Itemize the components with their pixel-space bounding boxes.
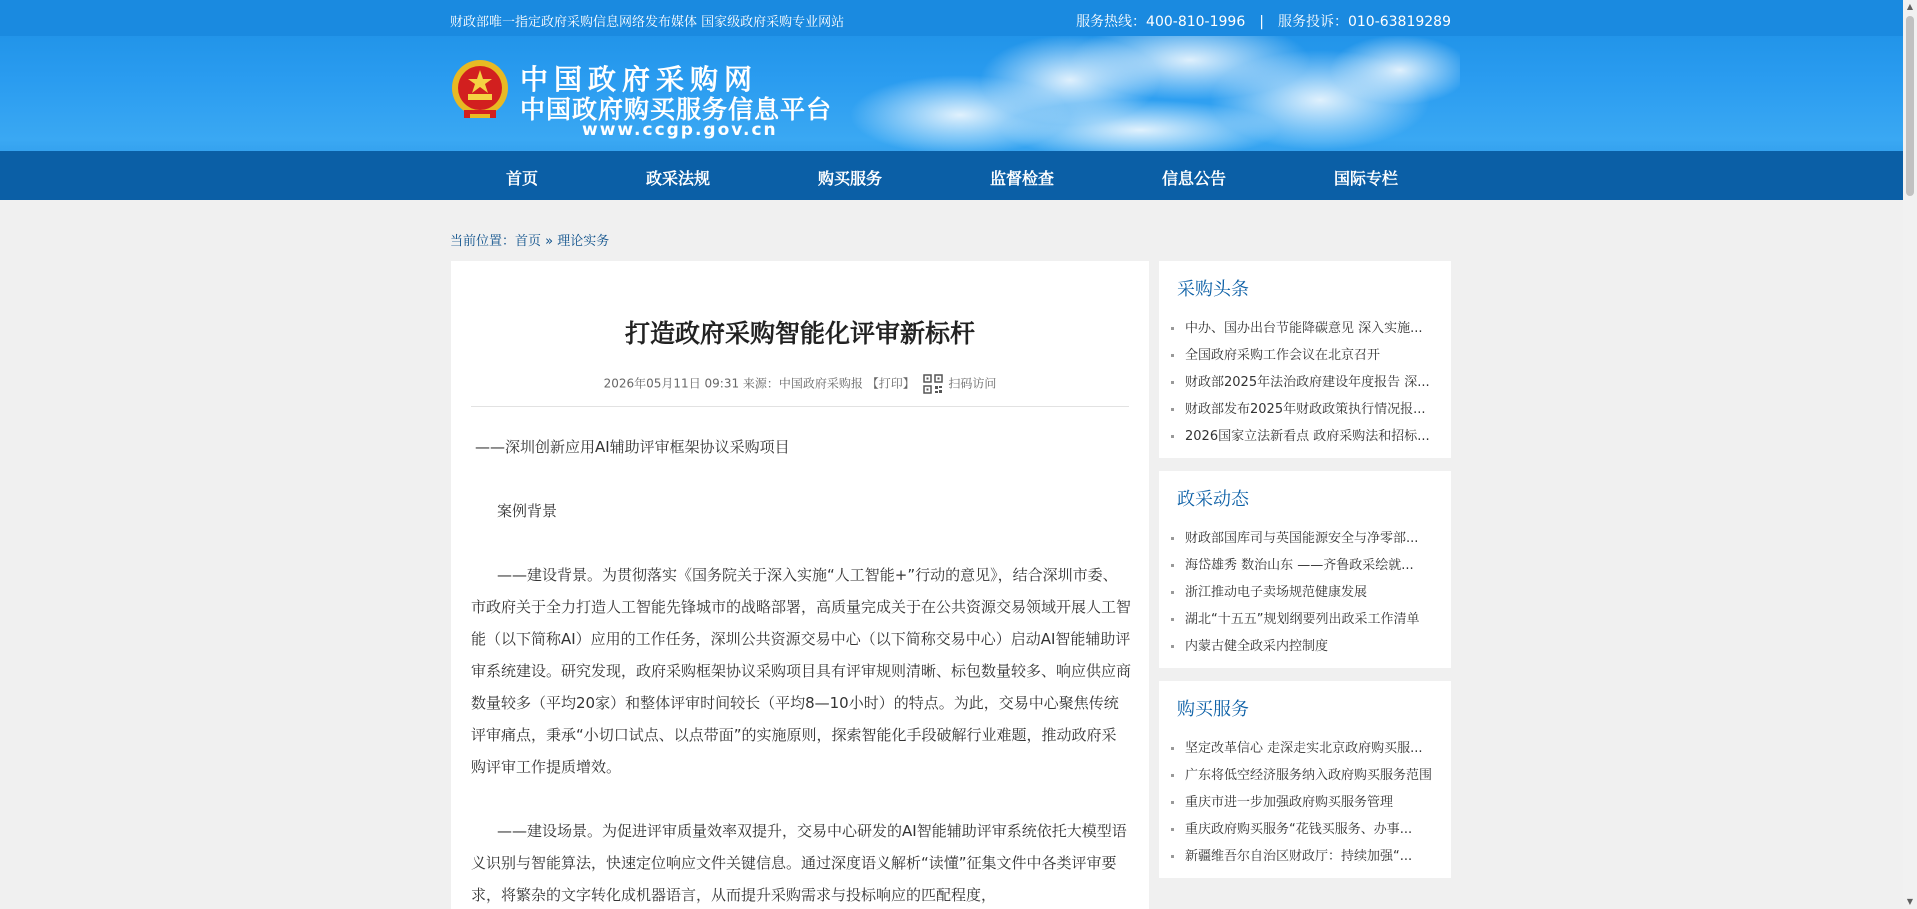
nav-item-announcements[interactable]: 信息公告 bbox=[1162, 169, 1227, 188]
bullet-icon bbox=[1171, 435, 1174, 438]
sidebar-dynamics-title[interactable]: 政采动态 bbox=[1177, 489, 1249, 510]
list-item[interactable] bbox=[1169, 369, 1430, 396]
breadcrumb-separator: » bbox=[541, 234, 558, 249]
contact-info bbox=[1076, 11, 1451, 31]
breadcrumb-current-link[interactable]: 理论实务 bbox=[557, 234, 610, 249]
list-item[interactable] bbox=[1169, 606, 1419, 633]
list-item[interactable] bbox=[1169, 789, 1432, 816]
article-meta bbox=[451, 374, 1149, 394]
list-item[interactable] bbox=[1169, 525, 1419, 552]
nav-item-supervision[interactable]: 监督检查 bbox=[990, 169, 1055, 188]
site-subtitle: 中国政府购买服务信息平台 bbox=[520, 95, 833, 124]
main-nav bbox=[0, 151, 1903, 200]
list-item-text: 海岱雄秀 数治山东 ——齐鲁政采绘就... bbox=[1185, 558, 1414, 573]
nav-item-home[interactable]: 首页 bbox=[506, 169, 539, 188]
article-paragraph: ——建设场景。为促进评审质量效率双提升，交易中心研发的AI智能辅助评审系统依托大模型语义识别与智能算法，快速定位响应文件关键信息。通过深度语义解析“读懂”征集文件中各类评审要求，将繁杂的文字转化成机器语言，从而提升采购需求与投标响应的匹配程度， bbox=[471, 822, 1127, 904]
bullet-icon bbox=[1171, 801, 1174, 804]
list-item-text: 财政部2025年法治政府建设年度报告 深... bbox=[1185, 375, 1430, 390]
sidebar-dynamics bbox=[1159, 471, 1451, 668]
sidebar-headlines bbox=[1159, 261, 1451, 458]
headlines-list bbox=[1169, 315, 1430, 450]
cloud-banner-image bbox=[840, 20, 1460, 160]
scan-visit-link[interactable]: 扫码访问 bbox=[948, 376, 997, 391]
dynamics-list bbox=[1169, 525, 1419, 660]
list-item[interactable] bbox=[1169, 396, 1430, 423]
list-item[interactable] bbox=[1169, 816, 1432, 843]
bullet-icon bbox=[1171, 591, 1174, 594]
bullet-icon bbox=[1171, 564, 1174, 567]
bullet-icon bbox=[1171, 354, 1174, 357]
breadcrumb-prefix: 当前位置： bbox=[450, 234, 516, 249]
contact-separator: | bbox=[1259, 14, 1264, 30]
top-info-bar bbox=[0, 0, 1903, 36]
site-url: www.ccgp.gov.cn bbox=[582, 120, 778, 140]
list-item-text: 财政部发布2025年财政政策执行情况报... bbox=[1185, 402, 1426, 417]
list-item-text: 湖北“十五五”规划纲要列出政采工作清单 bbox=[1185, 612, 1420, 627]
list-item-text: 财政部国库司与英国能源安全与净零部... bbox=[1185, 531, 1419, 546]
complaint-text: 服务投诉：010-63819289 bbox=[1277, 14, 1451, 30]
national-emblem-icon bbox=[450, 58, 510, 122]
services-list bbox=[1169, 735, 1432, 870]
scrollbar-thumb[interactable] bbox=[1906, 16, 1914, 196]
nav-item-regulations[interactable]: 政采法规 bbox=[646, 169, 711, 188]
article-title: 打造政府采购智能化评审新标杆 bbox=[624, 319, 975, 348]
page-scrollbar[interactable] bbox=[1903, 0, 1917, 909]
article-panel bbox=[451, 261, 1149, 909]
bullet-icon bbox=[1171, 645, 1174, 648]
list-item-text: 浙江推动电子卖场规范健康发展 bbox=[1185, 585, 1368, 600]
article-body bbox=[471, 431, 1131, 909]
bullet-icon bbox=[1171, 747, 1174, 750]
site-logo[interactable] bbox=[450, 58, 850, 140]
breadcrumb bbox=[450, 230, 609, 249]
list-item[interactable] bbox=[1169, 762, 1432, 789]
slogan-text: 财政部唯一指定政府采购信息网络发布媒体 国家级政府采购专业网站 bbox=[450, 15, 845, 30]
list-item-text: 重庆市进一步加强政府购买服务管理 bbox=[1185, 795, 1394, 810]
bullet-icon bbox=[1171, 774, 1174, 777]
hotline-text: 服务热线：400-810-1996 bbox=[1076, 14, 1246, 30]
nav-item-purchase-services[interactable]: 购买服务 bbox=[818, 169, 883, 188]
bullet-icon bbox=[1171, 327, 1174, 330]
list-item[interactable] bbox=[1169, 735, 1432, 762]
site-header bbox=[0, 0, 1903, 200]
site-title: 中国政府采购网 bbox=[520, 63, 759, 96]
list-item-text: 新疆维吾尔自治区财政厅：持续加强“... bbox=[1185, 849, 1413, 864]
qr-code-icon[interactable] bbox=[923, 374, 943, 394]
article-meta-info: 2026年05月11日 09:31 来源：中国政府采购报 【打印】 bbox=[603, 376, 915, 391]
list-item-text: 重庆政府购买服务“花钱买服务、办事... bbox=[1185, 822, 1413, 837]
list-item-text: 中办、国办出台节能降碳意见 深入实施... bbox=[1185, 321, 1423, 336]
list-item-text: 广东将低空经济服务纳入政府购买服务范围 bbox=[1185, 768, 1433, 783]
bullet-icon bbox=[1171, 381, 1174, 384]
list-item-text: 内蒙古健全政采内控制度 bbox=[1185, 639, 1329, 654]
breadcrumb-home-link[interactable]: 首页 bbox=[515, 234, 542, 249]
list-item-text: 2026国家立法新看点 政府采购法和招标... bbox=[1185, 429, 1430, 444]
bullet-icon bbox=[1171, 408, 1174, 411]
article-subtitle: ——深圳创新应用AI辅助评审框架协议采购项目 bbox=[475, 438, 790, 456]
list-item[interactable] bbox=[1169, 342, 1430, 369]
list-item[interactable] bbox=[1169, 423, 1430, 450]
article-paragraph: ——建设背景。为贯彻落实《国务院关于深入实施“人工智能+”行动的意见》，结合深圳市委、市政府关于全力打造人工智能先锋城市的战略部署，高质量完成关于在公共资源交易领域开展人工智能（以下简称AI）应用的工作任务，深圳公共资源交易中心（以下简称交易中心）启动AI智能辅助评审系统建设。研究发现，政府采购框架协议采购项目具有评审规则清晰、标包数量较多、响应供应商数量较多（平均20家）和整体评审时间较长（平均8—10小时）的特点。为此，交易中心聚焦传统评审痛点，秉承“小切口试点、以点带面”的实施原则，探索智能化手段破解行业难题，推动政府采购评审工作提质增效。 bbox=[471, 566, 1132, 776]
sidebar-services-title[interactable]: 购买服务 bbox=[1177, 699, 1249, 720]
bullet-icon bbox=[1171, 855, 1174, 858]
list-item[interactable] bbox=[1169, 579, 1419, 606]
nav-item-international[interactable]: 国际专栏 bbox=[1334, 169, 1399, 188]
list-item[interactable] bbox=[1169, 552, 1419, 579]
list-item[interactable] bbox=[1169, 633, 1419, 660]
sidebar-services bbox=[1159, 681, 1451, 878]
bullet-icon bbox=[1171, 537, 1174, 540]
scroll-up-arrow-icon[interactable]: ▲ bbox=[1906, 2, 1914, 11]
article-divider bbox=[471, 406, 1129, 407]
list-item[interactable] bbox=[1169, 315, 1430, 342]
section-heading: 案例背景 bbox=[497, 502, 558, 520]
sidebar-headlines-title[interactable]: 采购头条 bbox=[1177, 279, 1249, 300]
list-item-text: 坚定改革信心 走深走实北京政府购买服... bbox=[1185, 741, 1423, 756]
list-item[interactable] bbox=[1169, 843, 1432, 870]
list-item-text: 全国政府采购工作会议在北京召开 bbox=[1185, 348, 1381, 363]
bullet-icon bbox=[1171, 828, 1174, 831]
scroll-down-arrow-icon[interactable]: ▼ bbox=[1906, 897, 1914, 906]
bullet-icon bbox=[1171, 618, 1174, 621]
